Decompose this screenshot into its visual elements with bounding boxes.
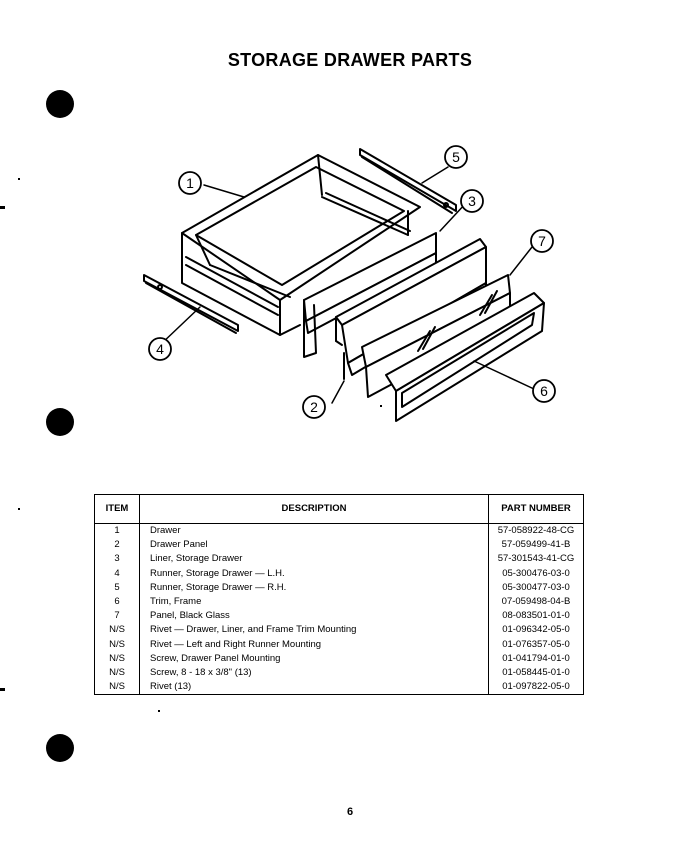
row-part-number: 07-059498-04-B xyxy=(489,595,584,609)
row-description: Rivet (13) xyxy=(140,680,489,695)
callout-2-label: 2 xyxy=(310,399,318,415)
page-title: STORAGE DRAWER PARTS xyxy=(227,50,473,70)
callout-5-label: 5 xyxy=(452,149,460,165)
table-row xyxy=(95,609,584,623)
callout-1-label: 1 xyxy=(186,175,194,191)
header-part-number: PART NUMBER xyxy=(489,495,584,524)
table-row xyxy=(95,666,584,680)
callout-7-label: 7 xyxy=(538,233,546,249)
row-description: Rivet — Drawer, Liner, and Frame Trim Mounting xyxy=(140,623,489,637)
row-description: Panel, Black Glass xyxy=(140,609,489,623)
row-description: Liner, Storage Drawer xyxy=(140,552,489,566)
table-row xyxy=(95,638,584,652)
table-row xyxy=(95,524,584,539)
row-part-number: 57-058922-48-CG xyxy=(489,524,584,539)
stray-dot xyxy=(158,710,160,712)
row-item: N/S xyxy=(95,666,140,680)
page-number: 6 xyxy=(346,806,354,818)
row-item: 1 xyxy=(95,524,140,539)
table-header-row xyxy=(95,495,584,524)
table-row xyxy=(95,652,584,666)
row-item: N/S xyxy=(95,652,140,666)
row-part-number: 05-300476-03-0 xyxy=(489,567,584,581)
row-part-number: 05-300477-03-0 xyxy=(489,581,584,595)
row-item: N/S xyxy=(95,623,140,637)
row-description: Screw, Drawer Panel Mounting xyxy=(140,652,489,666)
table-row xyxy=(95,680,584,695)
table-row xyxy=(95,581,584,595)
row-description: Runner, Storage Drawer — L.H. xyxy=(140,567,489,581)
row-item: N/S xyxy=(95,680,140,695)
row-item: 4 xyxy=(95,567,140,581)
row-item: N/S xyxy=(95,638,140,652)
row-description: Trim, Frame xyxy=(140,595,489,609)
row-description: Drawer Panel xyxy=(140,538,489,552)
margin-mark xyxy=(0,688,5,691)
row-description: Rivet — Left and Right Runner Mounting xyxy=(140,638,489,652)
row-description: Drawer xyxy=(140,524,489,539)
table-row xyxy=(95,567,584,581)
binder-hole-middle xyxy=(46,408,74,436)
header-description: DESCRIPTION xyxy=(140,495,489,524)
row-part-number: 57-059499-41-B xyxy=(489,538,584,552)
parts-diagram xyxy=(130,135,590,435)
row-item: 6 xyxy=(95,595,140,609)
row-part-number: 01-058445-01-0 xyxy=(489,666,584,680)
table-row xyxy=(95,595,584,609)
row-description: Screw, 8 - 18 x 3/8" (13) xyxy=(140,666,489,680)
runner-left-part xyxy=(144,275,238,333)
row-item: 7 xyxy=(95,609,140,623)
table-row xyxy=(95,623,584,637)
row-part-number: 57-301543-41-CG xyxy=(489,552,584,566)
stray-dot xyxy=(18,508,20,510)
callout-6-label: 6 xyxy=(540,383,548,399)
row-item: 5 xyxy=(95,581,140,595)
callout-4-label: 4 xyxy=(156,341,164,357)
callout-3-label: 3 xyxy=(468,193,476,209)
parts-table xyxy=(94,494,584,695)
table-row xyxy=(95,538,584,552)
table-row xyxy=(95,552,584,566)
stray-dot xyxy=(18,178,20,180)
row-item: 2 xyxy=(95,538,140,552)
row-part-number: 01-096342-05-0 xyxy=(489,623,584,637)
header-item: ITEM xyxy=(95,495,140,524)
row-description: Runner, Storage Drawer — R.H. xyxy=(140,581,489,595)
row-item: 3 xyxy=(95,552,140,566)
margin-mark xyxy=(0,206,5,209)
row-part-number: 08-083501-01-0 xyxy=(489,609,584,623)
row-part-number: 01-097822-05-0 xyxy=(489,680,584,695)
row-part-number: 01-076357-05-0 xyxy=(489,638,584,652)
binder-hole-top xyxy=(46,90,74,118)
row-part-number: 01-041794-01-0 xyxy=(489,652,584,666)
binder-hole-bottom xyxy=(46,734,74,762)
